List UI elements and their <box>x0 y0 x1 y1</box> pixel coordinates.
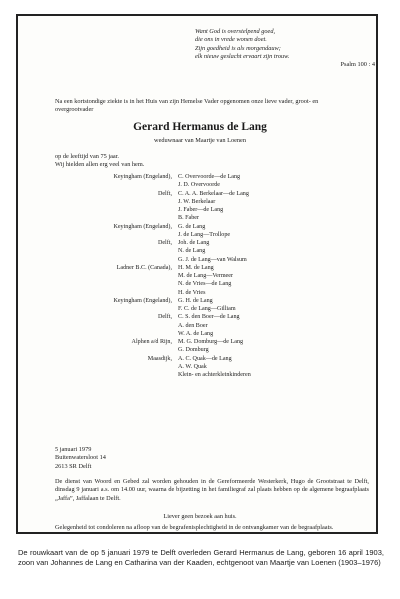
family-place <box>60 322 172 330</box>
family-place: Delft, <box>157 240 172 246</box>
family-place: Keyingham (Engeland), <box>113 297 172 304</box>
address-block <box>55 446 106 471</box>
widower-line: weduwnaar van Maartje van Loenen <box>154 137 246 144</box>
family-place <box>60 346 172 354</box>
family-member: A. W. Quak <box>178 363 207 370</box>
family-place <box>60 214 172 222</box>
photo-caption: De rouwkaart van de op 5 januari 1979 te Delft overleden Gerard Hermanus de Lang, geboren 16 april 1903, zoon van Johannes de Lang en Catharina van der Kaaden, echtgenoot van Maartje van Loenen (1903–1976) <box>18 548 384 567</box>
date-line: 5 januari 1979 <box>55 446 92 453</box>
family-member: J. D. Overvoorde <box>178 182 220 189</box>
family-place <box>60 330 172 338</box>
intro-text: Na een kortstondige ziekte is in het Huis van zijn Hemelse Vader opgenomen onze lieve vader, groot- en overgrootvader <box>55 98 319 114</box>
family-member: J. de Lang—Trollope <box>178 231 231 238</box>
family-names-column <box>178 173 358 379</box>
family-place <box>60 206 172 214</box>
deceased-name: Gerard Hermanus de Lang <box>133 121 267 133</box>
psalm-line: elk nieuw geslacht ervaart zijn trouw. <box>195 52 290 60</box>
family-member: N. de Lang <box>178 248 206 255</box>
family-place: Keyingham (Engeland), <box>113 174 172 180</box>
family-place: Delft, <box>157 314 172 321</box>
family-member: B. Faber <box>178 215 199 222</box>
age-line: op de leeftijd van 75 jaar. <box>55 153 119 160</box>
psalm-line: Zijn goedheid is als morgendauw; <box>195 44 281 52</box>
family-member: C. S. den Boer—de Lang <box>178 314 240 321</box>
family-member: G. J. de Lang—van Walsum <box>178 256 247 263</box>
family-place <box>60 289 172 297</box>
family-member: F. C. de Lang—Gilliam <box>178 306 236 312</box>
family-place <box>60 363 172 371</box>
family-member: J. Faber—de Lang <box>178 207 224 213</box>
family-place <box>60 280 172 288</box>
family-member: M. G. Domburg—de Lang <box>178 339 244 345</box>
family-place: Ladner B.C. (Canada), <box>116 264 172 271</box>
family-member: C. Overvoorde—de Lang <box>178 174 241 180</box>
family-member: N. de Vries—de Lang <box>178 281 232 288</box>
condolence-notice: Gelegenheid tot condoleren na afloop van de begrafenisplechtigheid in de ontvangkamer van de begraafplaats. <box>55 524 334 531</box>
family-place <box>60 198 172 206</box>
psalm-line: Want God is overstelpend goed, <box>195 28 276 35</box>
family-member: M. de Lang—Vermeer <box>178 273 233 279</box>
psalm-line: die ons in vrede wonen doet. <box>195 36 267 44</box>
family-place <box>60 272 172 280</box>
service-notice: De dienst van Woord en Gebed zal worden gehouden in de Gereformeerde Westerkerk, Hugo de Grootstraat te Delft, dinsdag 9 januari a.s. om 14.00 uur, waarna de bijzetting in het familiegraf zal plaats hebben op de algemene begraafplaats „Jaffa”, Jaffalaan te Delft. <box>55 478 369 502</box>
family-place <box>60 181 172 189</box>
family-place: Keyingham (Engeland), <box>113 223 172 230</box>
family-member: G. de Lang <box>178 223 206 230</box>
psalm-quote <box>195 28 375 69</box>
family-place <box>60 247 172 255</box>
family-member: Klein- en achterkleinkinderen <box>178 372 251 378</box>
family-member: A. den Boer <box>178 322 208 329</box>
family-member: H. M. de Lang <box>178 264 214 271</box>
family-member: A. C. Quak—de Lang <box>178 355 232 362</box>
family-place <box>60 305 172 313</box>
family-member: H. de Vries <box>178 289 206 296</box>
family-member: J. W. Berkelaar <box>178 198 216 205</box>
visit-notice: Liever geen bezoek aan huis. <box>163 513 237 520</box>
family-place: Delft, <box>157 190 172 197</box>
street-line: Buitenwatersloot 14 <box>55 454 106 462</box>
family-member: W. A. de Lang <box>178 330 214 337</box>
family-member: G. Domburg <box>178 347 209 354</box>
family-member: C. A. A. Berkelaar—de Lang <box>178 190 249 197</box>
family-place <box>60 256 172 264</box>
postcode-line: 2613 SR Delft <box>55 462 92 470</box>
family-member: Joh. de Lang <box>178 240 210 246</box>
family-place: Alphen a/d Rijn, <box>131 339 172 345</box>
family-place <box>60 371 172 379</box>
miss-line: Wij hielden allen erg veel van hem. <box>55 161 145 169</box>
family-place <box>60 231 172 239</box>
family-member: G. H. de Lang <box>178 297 213 304</box>
family-places-column <box>60 173 172 379</box>
age-block <box>55 153 355 170</box>
family-place: Maasdijk, <box>147 355 172 362</box>
psalm-reference: Psalm 100 : 4 <box>340 61 375 69</box>
